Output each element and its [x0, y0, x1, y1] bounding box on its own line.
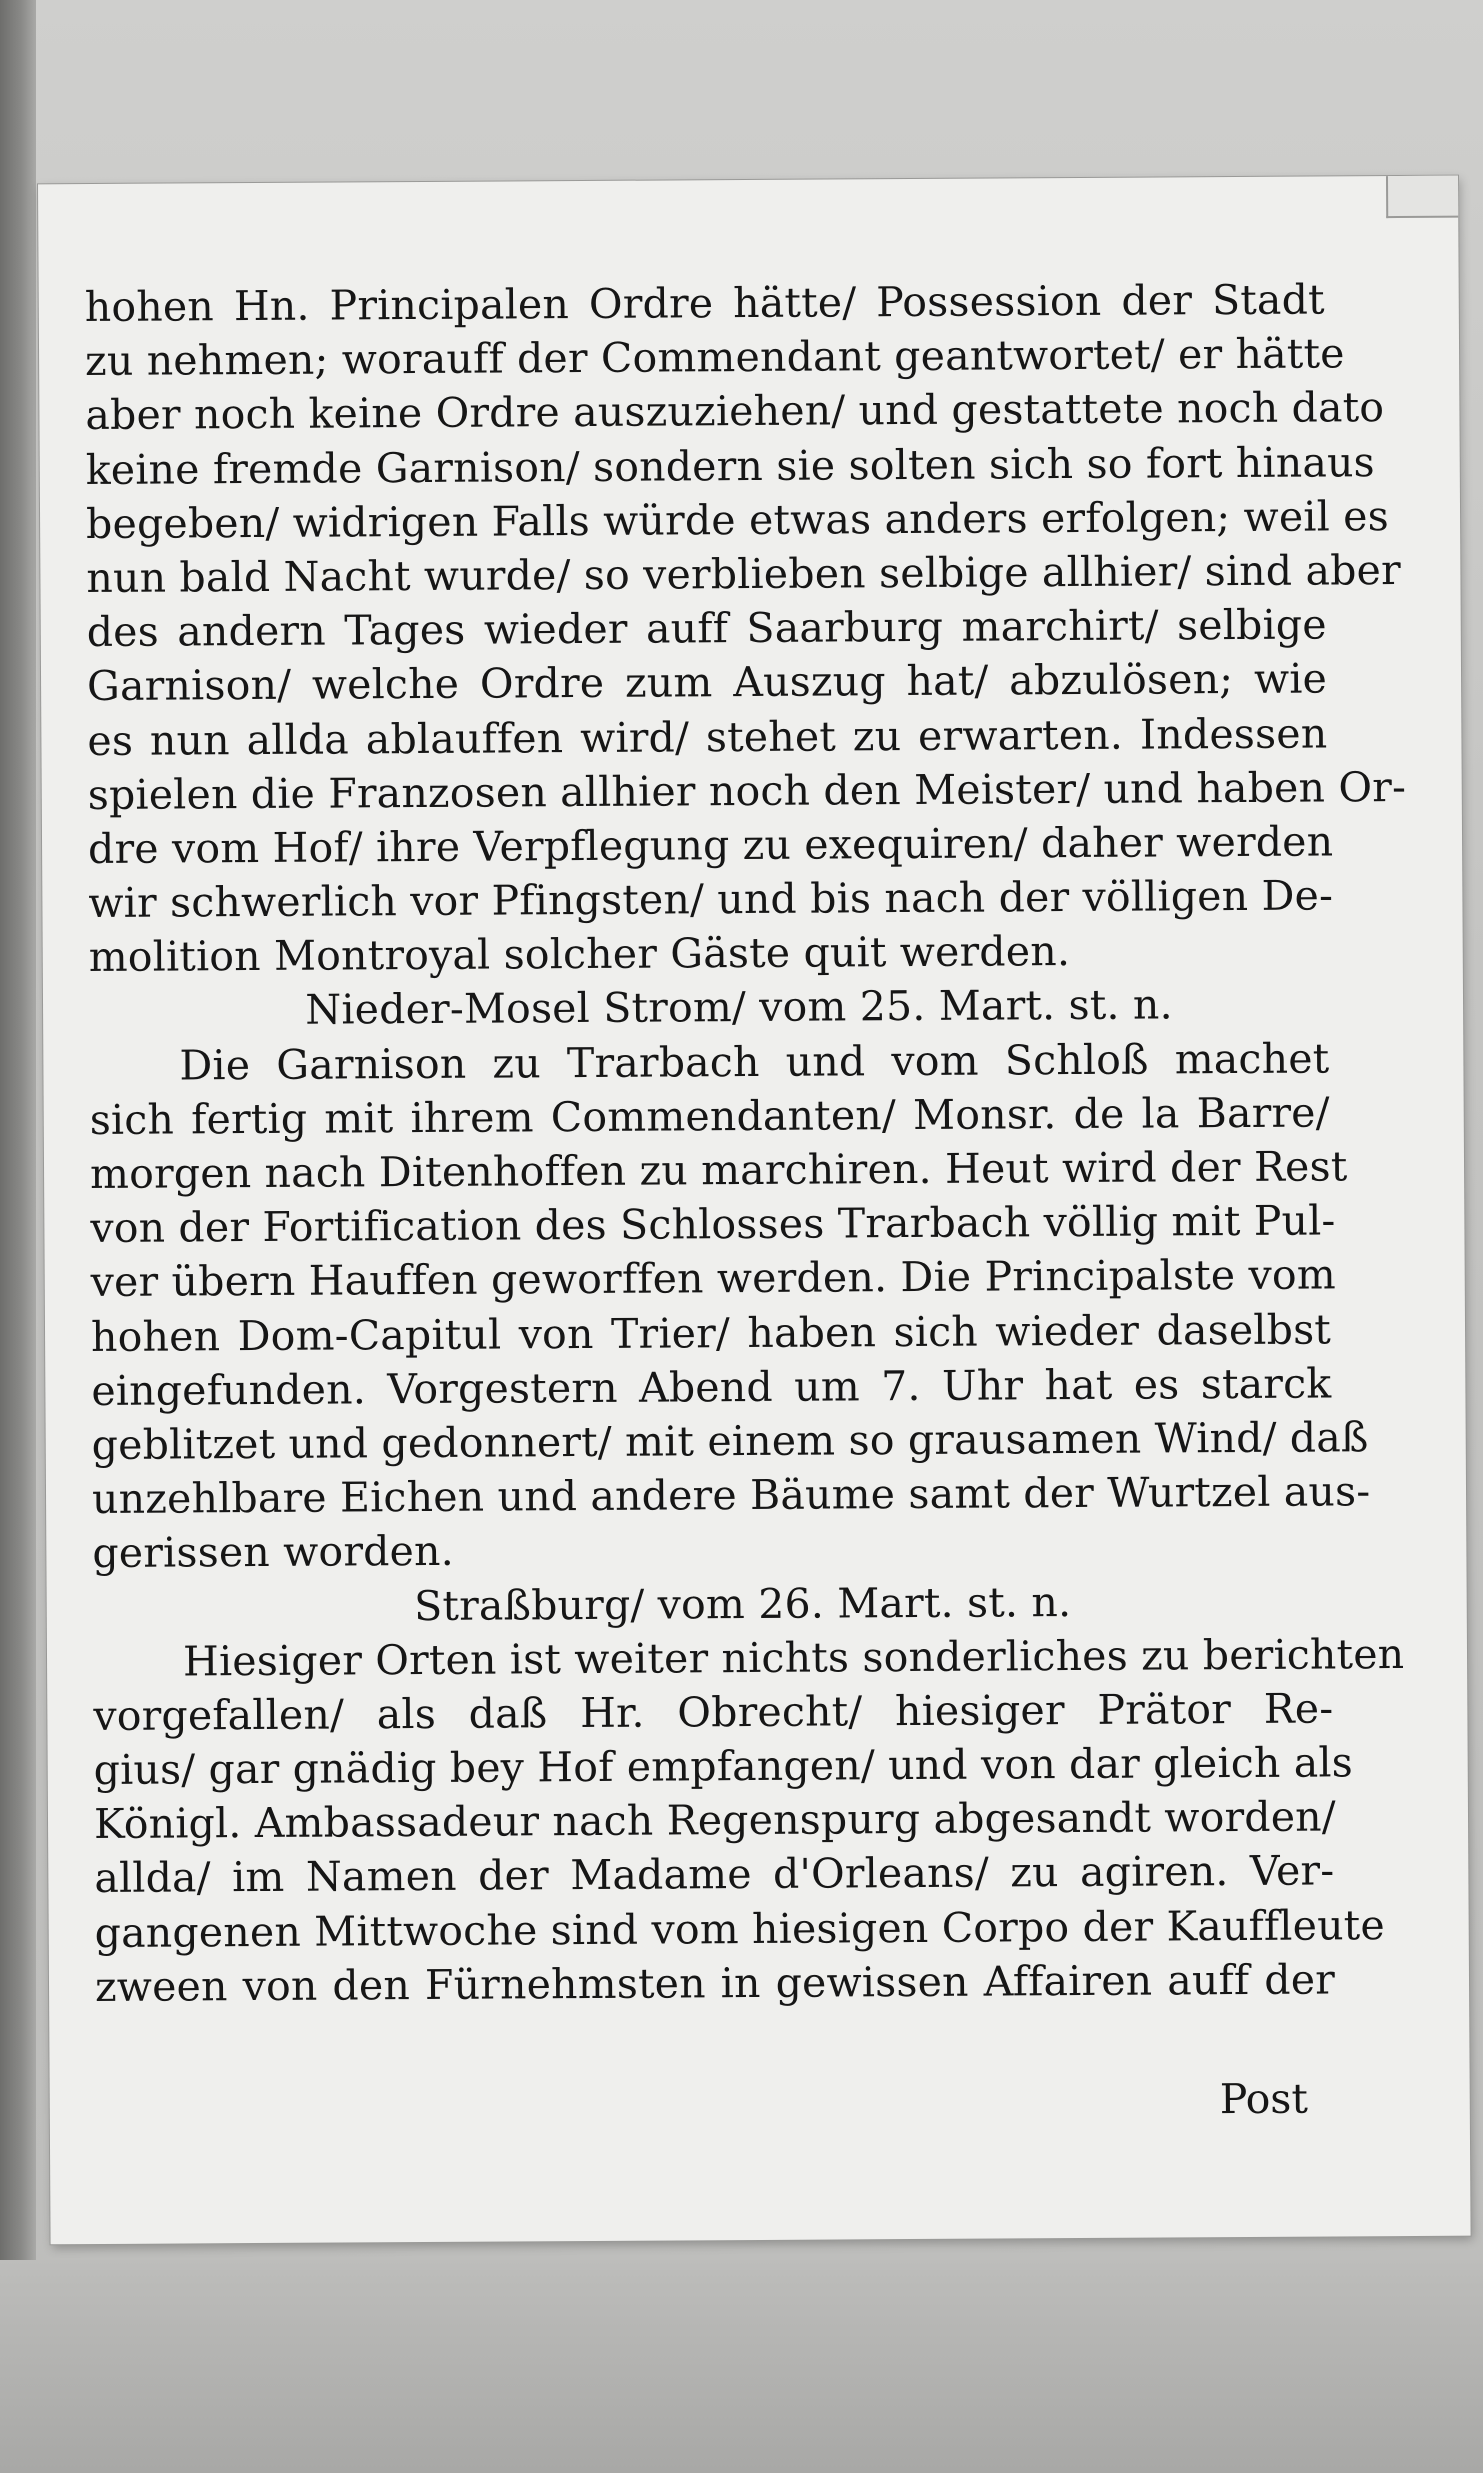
text-line: gangenen Mittwoche sind vom hiesigen Corpo der Kauffleute: [94, 1900, 1386, 1957]
scan-edge-strip: [0, 0, 36, 2473]
catchword: Post: [1219, 2074, 1309, 2124]
text-line: molition Montroyal solcher Gäste quit werden.: [88, 927, 1071, 982]
text-line: hohen Dom-Capitul von Trier/ haben sich wieder daselbst: [90, 1305, 1332, 1361]
text-line: zu nehmen; worauff der Commendant geantwortet/ er hätte: [84, 329, 1345, 386]
text-line: nun bald Nacht wurde/ so verblieben selbige allhier/ sind aber: [86, 545, 1401, 602]
text-line: zween von den Fürnehmsten in gewissen Affairen auff der: [94, 1955, 1336, 2011]
text-line: Garnison/ welche Ordre zum Auszug hat/ abzulösen; wie: [86, 654, 1328, 711]
text-line: dre vom Hof/ ihre Verpflegung zu exequiren/ daher werden: [87, 817, 1334, 873]
text-line: geblitzet und gedonnert/ mit einem so grausamen Wind/ daß: [91, 1413, 1369, 1469]
text-line: Königl. Ambassadeur nach Regenspurg abgesandt worden/: [93, 1792, 1336, 1849]
text-line: keine fremde Garnison/ sondern sie solten sich so fort hinaus: [85, 437, 1375, 494]
text-line: gius/ gar gnädig bey Hof empfangen/ und von dar gleich als: [93, 1738, 1354, 1795]
text-line: hohen Hn. Principalen Ordre hätte/ Possession der Stadt: [84, 275, 1325, 332]
text-line: sich fertig mit ihrem Commendanten/ Monsr. de la Barre/: [89, 1088, 1330, 1144]
text-line: von der Fortification des Schlosses Trarbach völlig mit Pul-: [90, 1196, 1336, 1253]
dateline-heading: Straßburg/ vom 26. Mart. st. n.: [413, 1577, 1072, 1630]
scan-bottom-area: [0, 2260, 1483, 2473]
text-line: des andern Tages wieder auff Saarburg marchirt/ selbige: [86, 600, 1327, 657]
text-line: Die Garnison zu Trarbach und vom Schloß machet: [179, 1034, 1330, 1090]
text-line: allda/ im Namen der Madame d'Orleans/ zu agiren. Ver-: [94, 1846, 1335, 1903]
text-line: ver übern Hauffen geworffen werden. Die Principalste vom: [90, 1250, 1337, 1307]
text-line: wir schwerlich vor Pfingsten/ und bis nach der völligen De-: [88, 871, 1334, 928]
dateline-heading: Nieder-Mosel Strom/ vom 25. Mart. st. n.: [305, 980, 1173, 1035]
text-line: vorgefallen/ als daß Hr. Obrecht/ hiesiger Prätor Re-: [93, 1684, 1334, 1740]
text-line: begeben/ widrigen Falls würde etwas anders erfolgen; weil es: [85, 491, 1390, 548]
page-corner: [1386, 176, 1458, 218]
text-line: spielen die Franzosen allhier noch den Meister/ und haben Or-: [87, 762, 1407, 819]
text-line: gerissen worden.: [92, 1527, 455, 1578]
text-line: morgen nach Ditenhoffen zu marchiren. Heut wird der Rest: [89, 1142, 1348, 1199]
text-line: eingefunden. Vorgestern Abend um 7. Uhr hat es starck: [91, 1359, 1332, 1415]
printed-page: [38, 176, 1471, 2245]
text-line: es nun allda ablauffen wird/ stehet zu erwarten. Indessen: [87, 708, 1328, 765]
text-line: Hiesiger Orten ist weiter nichts sonderliches zu berichten: [182, 1629, 1405, 1686]
text-line: aber noch keine Ordre auszuziehen/ und gestattete noch dato: [85, 383, 1385, 440]
page-text: [84, 272, 1407, 2014]
text-line: unzehlbare Eichen und andere Bäume samt der Wurtzel aus-: [91, 1467, 1371, 1524]
